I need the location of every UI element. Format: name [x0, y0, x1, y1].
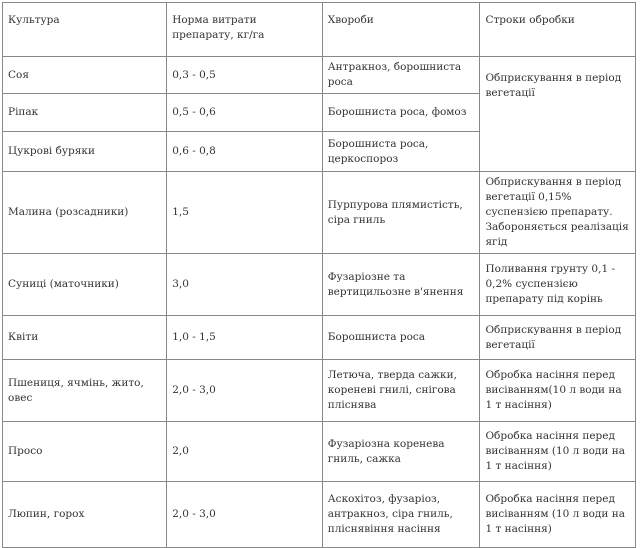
cell-disease: Пурпурова плямистість, сіра гниль	[322, 172, 480, 254]
cell-timing: Обприскування в період вегетації 0,15% суспензією препарату. Забороняється реалізація ягід	[480, 172, 636, 254]
header-row	[3, 3, 636, 57]
cell-crop: Суниці (маточники)	[3, 254, 167, 316]
cell-rate: 1,5	[167, 172, 323, 254]
cell-timing: Обробка насіння перед висіванням (10 л води на 1 т насіння)	[480, 422, 636, 482]
cell-rate: 1,0 - 1,5	[167, 316, 323, 360]
table-row	[3, 316, 636, 360]
cell-disease: Антракноз, борошниста роса	[322, 57, 480, 94]
cell-disease: Фузаріозне та вертицильозне в'янення	[322, 254, 480, 316]
cell-timing: Обробка насіння перед висіванням (10 л води на 1 т насіння)	[480, 482, 636, 548]
cell-rate: 2,0 - 3,0	[167, 482, 323, 548]
header-timing: Строки обробки	[480, 3, 636, 57]
cell-disease: Борошниста роса	[322, 316, 480, 360]
cell-timing-shared: Обприскування в період вегетації	[480, 57, 636, 172]
cell-crop: Соя	[3, 57, 167, 94]
table-row	[3, 254, 636, 316]
cell-rate: 0,3 - 0,5	[167, 57, 323, 94]
cell-crop: Квіти	[3, 316, 167, 360]
header-crop: Культура	[3, 3, 167, 57]
cell-crop: Просо	[3, 422, 167, 482]
cell-timing: Обприскування в період вегетації	[480, 316, 636, 360]
table-row	[3, 422, 636, 482]
cell-crop: Люпин, горох	[3, 482, 167, 548]
cell-crop: Пшениця, ячмінь, жито, овес	[3, 360, 167, 422]
header-rate: Норма витрати препарату, кг/га	[167, 3, 323, 57]
cell-disease: Фузаріозна коренева гниль, сажка	[322, 422, 480, 482]
table-row	[3, 482, 636, 548]
header-disease: Хвороби	[322, 3, 480, 57]
cell-rate: 2,0 - 3,0	[167, 360, 323, 422]
table-row	[3, 57, 636, 94]
table-row	[3, 172, 636, 254]
cell-rate: 0,5 - 0,6	[167, 94, 323, 132]
cell-rate: 3,0	[167, 254, 323, 316]
fungicide-table	[2, 2, 636, 548]
cell-disease: Борошниста роса, церкоспороз	[322, 132, 480, 172]
cell-rate: 0,6 - 0,8	[167, 132, 323, 172]
cell-timing: Обробка насіння перед висіванням(10 л води на 1 т насіння)	[480, 360, 636, 422]
cell-crop: Малина (розсадники)	[3, 172, 167, 254]
cell-disease: Борошниста роса, фомоз	[322, 94, 480, 132]
cell-timing: Поливання грунту 0,1 - 0,2% суспензією препарату під корінь	[480, 254, 636, 316]
cell-disease: Летюча, тверда сажки, кореневі гнилі, снігова пліснява	[322, 360, 480, 422]
cell-crop: Ріпак	[3, 94, 167, 132]
cell-disease: Аскохітоз, фузаріоз, антракноз, сіра гниль, пліснявіння насіння	[322, 482, 480, 548]
cell-crop: Цукрові буряки	[3, 132, 167, 172]
cell-rate: 2,0	[167, 422, 323, 482]
table-row	[3, 360, 636, 422]
